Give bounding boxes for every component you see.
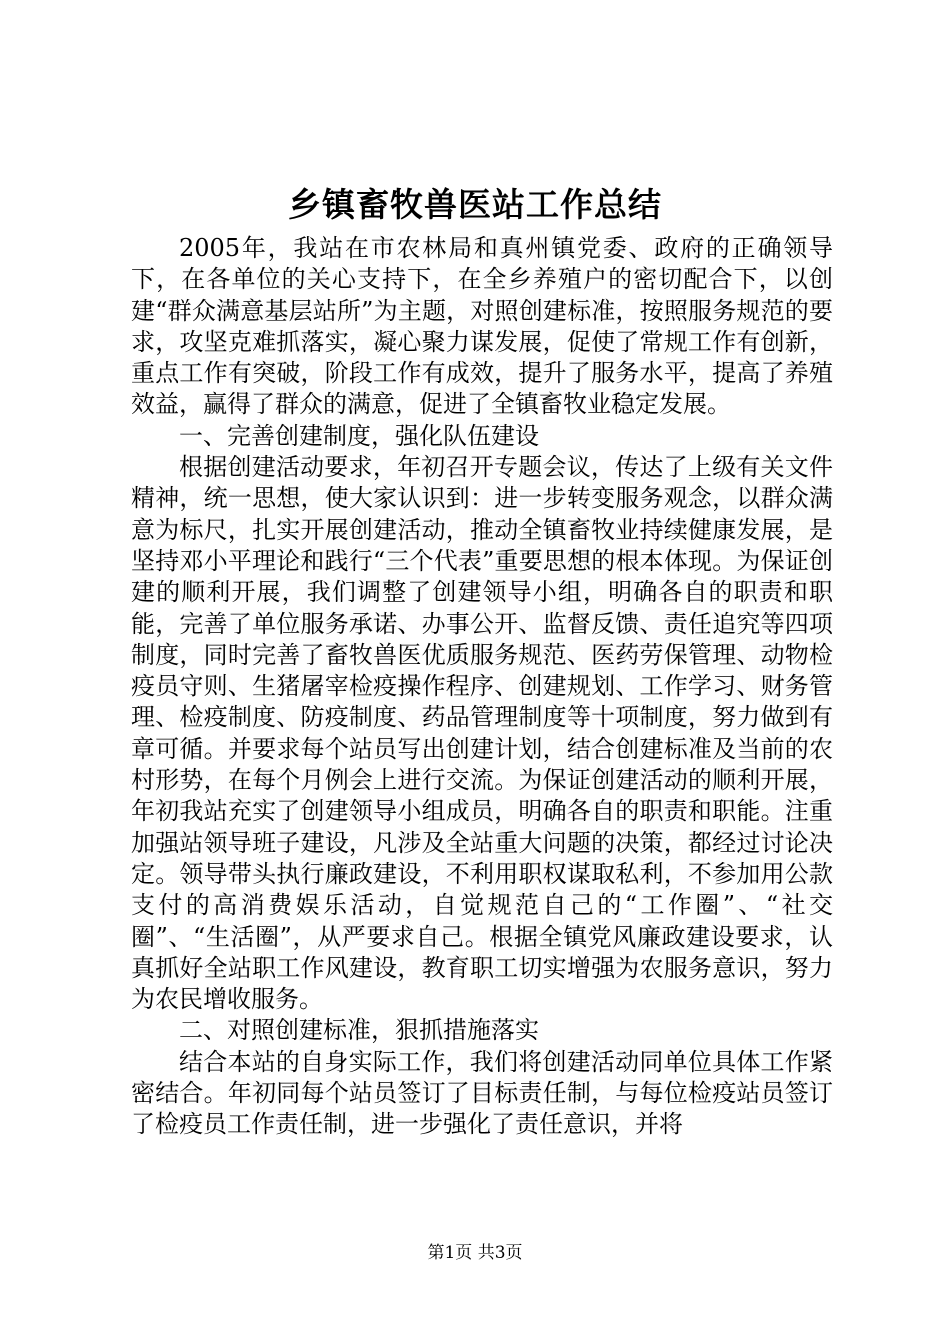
paragraph-section-1: 根据创建活动要求，年初召开专题会议，传达了上级有关文件精神，统一思想，使大家认识到：进一步转变服务观念，以群众满意为标尺，扎实开展创建活动，推动全镇畜牧业持续健康发展，是坚持邓小平理论和践行“三个代表”重要思想的根本体现。为保证创建的顺利开展，我们调整了创建领导小组，明确各自的职责和职能，完善了单位服务承诺、办事公开、监督反馈、责任追究等四项制度，同时完善了畜牧兽医优质服务规范、医药劳保管理、动物检疫员守则、生猪屠宰检疫操作程序、创建规划、工作学习、财务管理、检疫制度、防疫制度、药品管理制度等十项制度，努力做到有章可循。并要求每个站员写出创建计划，结合创建标准及当前的农村形势，在每个月例会上进行交流。为保证创建活动的顺利开展，年初我站充实了创建领导小组成员，明确各自的职责和职能。注重加强站领导班子建设，凡涉及全站重大问题的决策，都经过讨论决定。领导带头执行廉政建设，不利用职权谋取私利，不参加用公款支付的高消费娱乐活动，自觉规范自己的“工作圈”、“社交圈”、“生活圈”，从严要求自己。根据全镇党风廉政建设要求，认真抓好全站职工作风建设，教育职工切实增强为农服务意识，努力为农民增收服务。 [131, 453, 833, 1014]
document-body [131, 233, 833, 1141]
document-title: 乡镇畜牧兽医站工作总结 [288, 185, 662, 224]
section-heading-2: 二、对照创建标准，狠抓措施落实 [179, 1016, 539, 1045]
page-number-footer: 第1页 共3页 [427, 1243, 523, 1263]
paragraph-section-2: 结合本站的自身实际工作，我们将创建活动同单位具体工作紧密结合。年初同每个站员签订了目标责任制，与每位检疫站员签订了检疫员工作责任制，进一步强化了责任意识，并将 [131, 1047, 833, 1139]
section-heading-1: 一、完善创建制度，强化队伍建设 [179, 421, 539, 450]
paragraph-intro: 2005年，我站在市农林局和真州镇党委、政府的正确领导下，在各单位的关心支持下，在全乡养殖户的密切配合下，以创建“群众满意基层站所”为主题，对照创建标准，按照服务规范的要求，攻坚克难抓落实，凝心聚力谋发展，促使了常规工作有创新，重点工作有突破，阶段工作有成效，提升了服务水平，提高了养殖效益，赢得了群众的满意，促进了全镇畜牧业稳定发展。 [131, 234, 833, 419]
